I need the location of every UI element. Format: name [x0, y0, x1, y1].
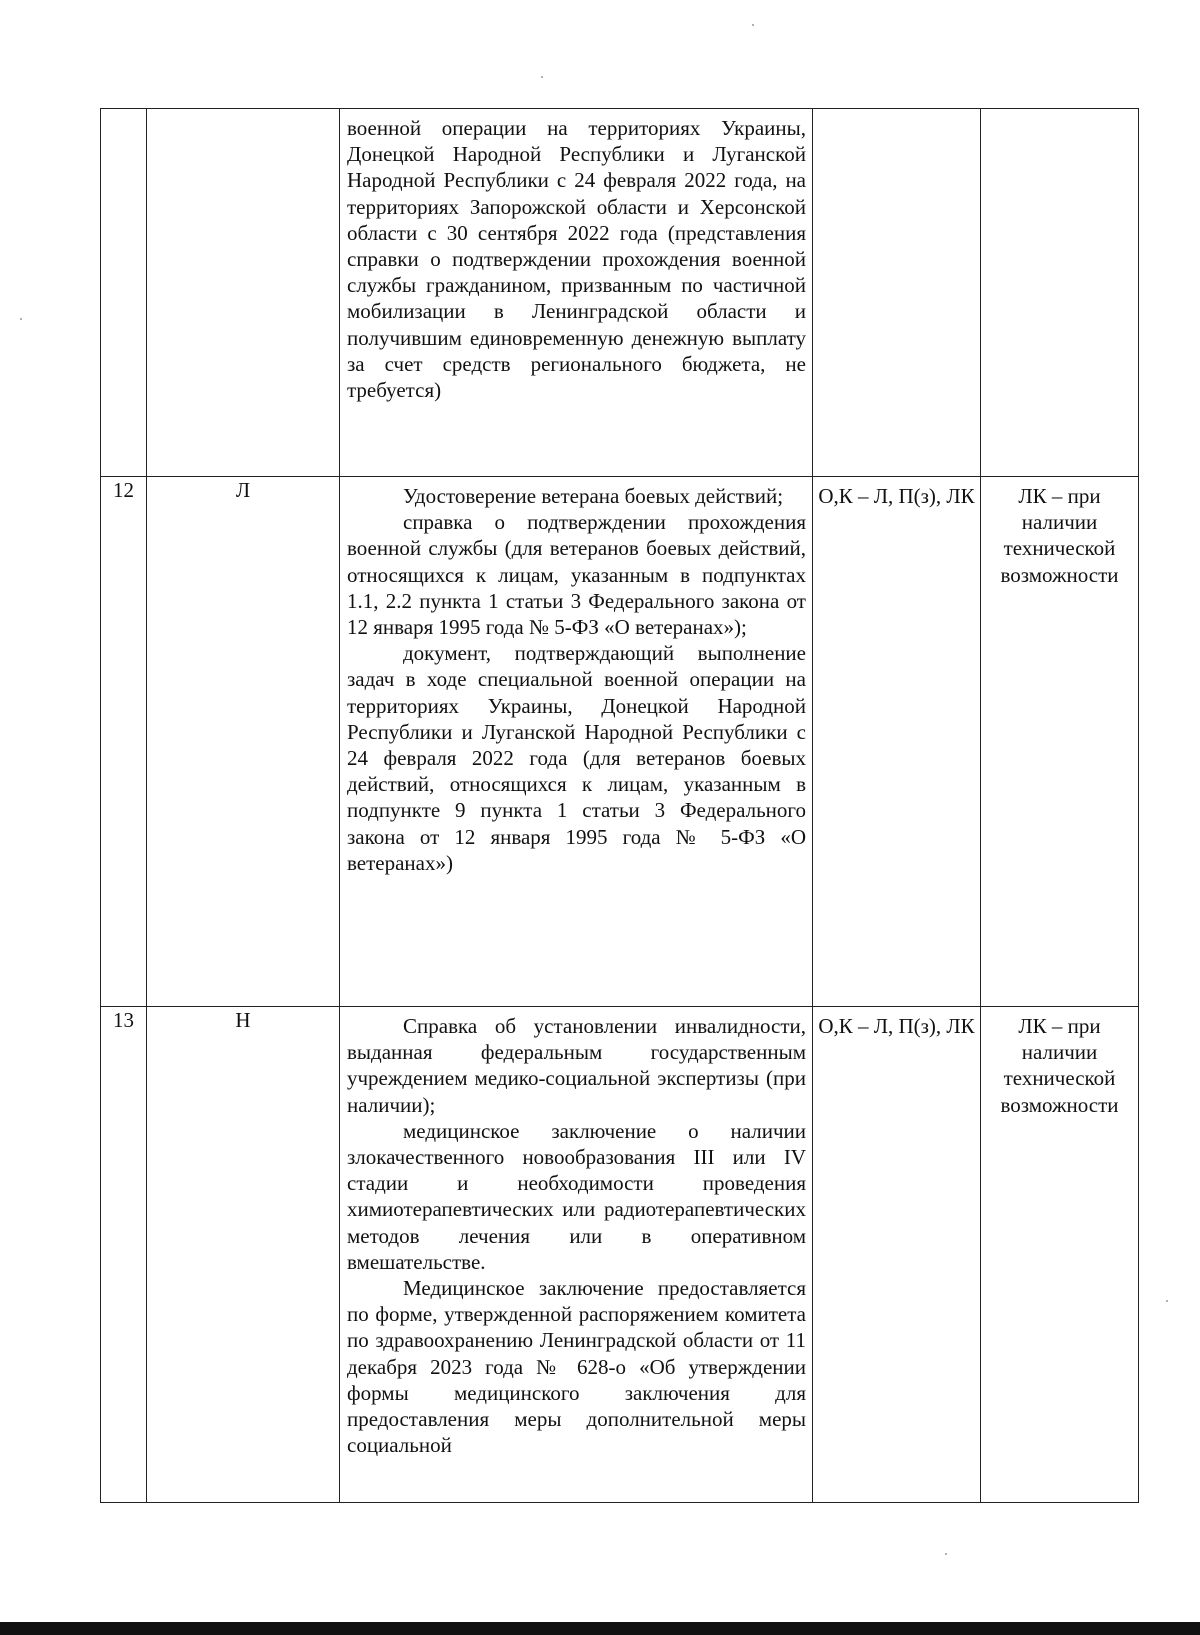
- documents-table: [100, 108, 1139, 1503]
- method-text: [813, 109, 980, 119]
- row-number: 13: [113, 1008, 134, 1032]
- row-number-cell: [101, 477, 147, 1007]
- electronic-text: ЛК – при наличии технической возможности: [1000, 1014, 1119, 1117]
- scan-speck: [20, 318, 22, 320]
- method-cell: [813, 1007, 981, 1503]
- scan-speck: [541, 76, 543, 78]
- category-cell: [147, 109, 340, 477]
- category-cell: [147, 1007, 340, 1503]
- scan-speck: [752, 24, 754, 26]
- electronic-cell: [981, 1007, 1139, 1503]
- method-cell: [813, 477, 981, 1007]
- electronic-text: [981, 109, 1138, 119]
- documents-cell: [340, 109, 813, 477]
- electronic-cell: [981, 109, 1139, 477]
- scan-speck: [1166, 1300, 1168, 1302]
- documents-cell: [340, 477, 813, 1007]
- electronic-text: ЛК – при наличии технической возможности: [1000, 484, 1119, 587]
- document-paragraph: Медицинское заключение предоставляется по форме, утвержденной распоряжением комитета по здравоохранению Ленинградской области от 11 декабря 2023 года № 628-о «Об утверждении формы медицинского заключения для предоставления меры дополнительной меры социальной: [347, 1276, 806, 1458]
- category-cell: [147, 477, 340, 1007]
- scan-speck: [945, 1553, 947, 1555]
- electronic-cell: [981, 477, 1139, 1007]
- table-row: [101, 477, 1139, 1007]
- row-number-cell: [101, 109, 147, 477]
- document-paragraph: медицинское заключение о наличии злокачественного новообразования III или IV стадии и необходимости проведения химиотерапевтических или радиотерапевтических методов лечения или в оперативном вмешательстве.: [347, 1118, 806, 1274]
- table-row: [101, 109, 1139, 477]
- method-text: О,К – Л, П(з), ЛК: [818, 484, 975, 508]
- row-number-cell: [101, 1007, 147, 1503]
- method-cell: [813, 109, 981, 477]
- document-paragraph: документ, подтверждающий выполнение задач в ходе специальной военной операции на территориях Украины, Донецкой Народной Республики и Луганской Народной Республики с 24 февраля 2022 года (для ветеранов боевых действий, относящихся к лицам, указанным в подпункте 9 пункта 1 статьи 3 Федерального закона от 12 января 1995 года № 5-ФЗ «О ветеранах»): [347, 641, 806, 875]
- method-text: О,К – Л, П(з), ЛК: [818, 1014, 975, 1038]
- document-paragraph: Справка об установлении инвалидности, выданная федеральным государственным учреждением медико-социальной экспертизы (при наличии);: [347, 1014, 806, 1117]
- row-number: 12: [113, 478, 134, 502]
- documents-cell: [340, 1007, 813, 1503]
- category-label: Л: [235, 478, 251, 502]
- scan-edge-bar: [0, 1622, 1200, 1635]
- table-row: [101, 1007, 1139, 1503]
- document-paragraph: Удостоверение ветерана боевых действий;: [403, 484, 784, 508]
- category-label: Н: [235, 1008, 251, 1032]
- document-paragraph: справка о подтверждении прохождения военной службы (для ветеранов боевых действий, относящихся к лицам, указанным в подпунктах 1.1, 2.2 пункта 1 статьи 3 Федерального закона от 12 января 1995 года № 5-ФЗ «О ветеранах»);: [347, 510, 806, 640]
- document-paragraph: военной операции на территориях Украины, Донецкой Народной Республики и Луганской Народной Республики с 24 февраля 2022 года, на территориях Запорожской области и Херсонской области с 30 сентября 2022 года (представления справки о подтверждении прохождения военной службы гражданином, призванным по частичной мобилизации в Ленинградской области и получившим единовременную денежную выплату за счет средств регионального бюджета, не требуется): [347, 116, 806, 403]
